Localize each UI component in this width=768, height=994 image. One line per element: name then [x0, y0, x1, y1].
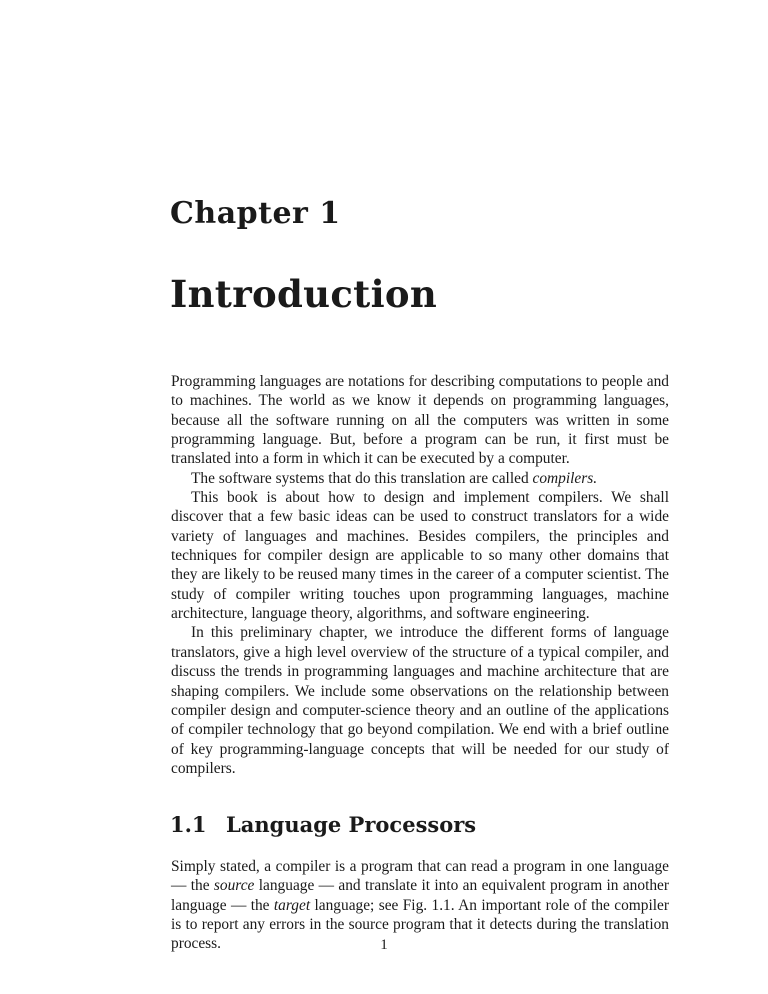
- target-term: target: [273, 896, 311, 914]
- section-text-part-1: Simply stated, a compiler is a program that can read a program in one language — the: [171, 858, 669, 895]
- intro-paragraph-1: Programming languages are notations for describing computations to people and to machines. The world as we know it depends on programming languages, because all the software running on all the computers was written in some programming language. But, before a program can be run, it first must be translated into a form in which it can be executed by a computer.: [171, 373, 669, 468]
- page-number: 1: [380, 937, 388, 953]
- section-text-part-3: language; see Fig. 1.1. An important role of the compiler is to report any errors in the source program that it detects during the translation process.: [171, 896, 669, 953]
- section-title: Language Processors: [226, 812, 477, 837]
- chapter-label: Chapter 1: [170, 196, 341, 231]
- intro-paragraph-3: This book is about how to design and implement compilers. We shall discover that a few basic ideas can be used to construct translators for a wide variety of languages and machines. Besides compilers, the principles and techniques for compiler design are applicable to so many other domains that they are likely to be reused many times in the career of a computer scientist. The study of compiler writing touches upon programming languages, machine architecture, language theory, algorithms, and software engineering.: [171, 489, 669, 623]
- intro-paragraph-2-text: The software systems that do this translation are called: [191, 469, 533, 487]
- section-heading: [170, 812, 476, 837]
- intro-text: [171, 372, 669, 778]
- section-text-part-2: language — and translate it into an equivalent program in another language — the: [171, 877, 669, 914]
- source-term: source: [213, 877, 255, 895]
- section-number: 1.1: [170, 812, 207, 837]
- chapter-title: Introduction: [170, 272, 438, 316]
- intro-paragraph-4: In this preliminary chapter, we introduce the different forms of language translators, give a high level overview of the structure of a typical compiler, and discuss the trends in programming languages and machine architecture that are shaping compilers. We include some observations on the relationship between compiler design and computer-science theory and an outline of the applications of compiler technology that go beyond compilation. We end with a brief outline of key programming-language concepts that will be needed for our study of compilers.: [171, 624, 669, 777]
- intro-paragraph-2: [171, 469, 669, 488]
- compilers-term: compilers.: [532, 469, 598, 487]
